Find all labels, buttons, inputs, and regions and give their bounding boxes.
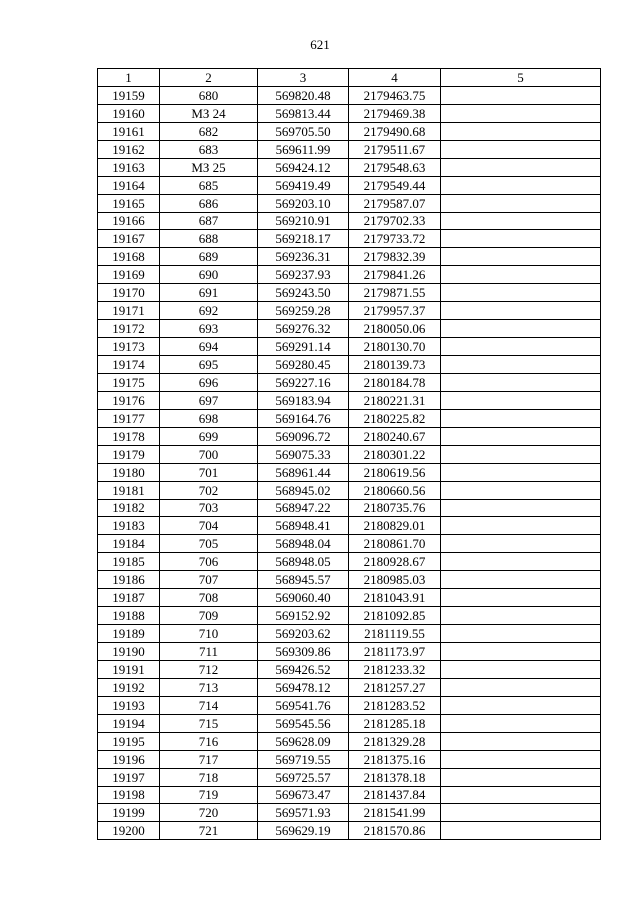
table-row — [98, 122, 601, 140]
table-row — [98, 284, 601, 302]
table-cell-col-5 — [441, 625, 601, 643]
table-cell-col-5 — [441, 427, 601, 445]
table-cell-col-4: 2180240.67 — [349, 427, 441, 445]
table-cell-col-1: 19178 — [98, 427, 160, 445]
table-cell-col-1: 19160 — [98, 104, 160, 122]
table-cell-col-5 — [441, 194, 601, 212]
table-cell-col-5 — [441, 104, 601, 122]
table-cell-col-2: МЗ 24 — [160, 104, 258, 122]
table-row — [98, 104, 601, 122]
table-cell-col-1: 19173 — [98, 338, 160, 356]
table-cell-col-3: 569478.12 — [258, 678, 349, 696]
table-cell-col-3: 569075.33 — [258, 445, 349, 463]
table-cell-col-3: 569820.48 — [258, 86, 349, 104]
table-cell-col-2: 710 — [160, 625, 258, 643]
table-cell-col-2: 721 — [160, 822, 258, 840]
table-cell-col-1: 19171 — [98, 302, 160, 320]
table-cell-col-3: 569419.49 — [258, 176, 349, 194]
table-cell-col-4: 2181092.85 — [349, 607, 441, 625]
table-cell-col-1: 19197 — [98, 768, 160, 786]
table-cell-col-5 — [441, 481, 601, 499]
table-cell-col-1: 19159 — [98, 86, 160, 104]
table-cell-col-1: 19170 — [98, 284, 160, 302]
table-row — [98, 194, 601, 212]
table-cell-col-3: 569309.86 — [258, 643, 349, 661]
table-cell-col-5 — [441, 409, 601, 427]
table-row — [98, 409, 601, 427]
table-cell-col-2: 692 — [160, 302, 258, 320]
table-cell-col-5 — [441, 678, 601, 696]
table-cell-col-2: 711 — [160, 643, 258, 661]
column-header-2: 2 — [160, 69, 258, 87]
table-cell-col-1: 19194 — [98, 714, 160, 732]
table-cell-col-3: 568947.22 — [258, 499, 349, 517]
table-cell-col-4: 2179733.72 — [349, 230, 441, 248]
table-row — [98, 373, 601, 391]
table-cell-col-2: 701 — [160, 463, 258, 481]
table-cell-col-1: 19185 — [98, 553, 160, 571]
table-cell-col-3: 568948.41 — [258, 517, 349, 535]
table-cell-col-2: 690 — [160, 266, 258, 284]
table-row — [98, 302, 601, 320]
table-row — [98, 768, 601, 786]
table-cell-col-4: 2181570.86 — [349, 822, 441, 840]
table-cell-col-5 — [441, 535, 601, 553]
table-cell-col-3: 569541.76 — [258, 696, 349, 714]
table-cell-col-4: 2180861.70 — [349, 535, 441, 553]
table-cell-col-1: 19166 — [98, 212, 160, 230]
table-cell-col-1: 19169 — [98, 266, 160, 284]
table-cell-col-2: 714 — [160, 696, 258, 714]
table-cell-col-5 — [441, 391, 601, 409]
table-cell-col-5 — [441, 302, 601, 320]
table-cell-col-3: 568945.02 — [258, 481, 349, 499]
table-row — [98, 625, 601, 643]
table-cell-col-3: 568945.57 — [258, 571, 349, 589]
column-header-4: 4 — [349, 69, 441, 87]
table-cell-col-4: 2180225.82 — [349, 409, 441, 427]
table-row — [98, 427, 601, 445]
table-cell-col-5 — [441, 768, 601, 786]
table-cell-col-4: 2181375.16 — [349, 750, 441, 768]
table-row — [98, 786, 601, 804]
table-row — [98, 158, 601, 176]
table-cell-col-2: 687 — [160, 212, 258, 230]
table-cell-col-3: 568948.05 — [258, 553, 349, 571]
table-cell-col-2: 689 — [160, 248, 258, 266]
table-cell-col-2: 704 — [160, 517, 258, 535]
table-cell-col-3: 569545.56 — [258, 714, 349, 732]
table-cell-col-5 — [441, 463, 601, 481]
table-cell-col-1: 19179 — [98, 445, 160, 463]
table-cell-col-3: 568961.44 — [258, 463, 349, 481]
table-cell-col-2: 706 — [160, 553, 258, 571]
column-header-3: 3 — [258, 69, 349, 87]
table-cell-col-1: 19165 — [98, 194, 160, 212]
table-cell-col-1: 19190 — [98, 643, 160, 661]
table-cell-col-4: 2180829.01 — [349, 517, 441, 535]
table-cell-col-3: 568948.04 — [258, 535, 349, 553]
table-cell-col-4: 2180301.22 — [349, 445, 441, 463]
table-row — [98, 750, 601, 768]
table-cell-col-4: 2180660.56 — [349, 481, 441, 499]
table-cell-col-3: 569673.47 — [258, 786, 349, 804]
table-cell-col-1: 19191 — [98, 660, 160, 678]
table-cell-col-3: 569210.91 — [258, 212, 349, 230]
table-cell-col-5 — [441, 607, 601, 625]
table-cell-col-5 — [441, 338, 601, 356]
table-row — [98, 463, 601, 481]
table-cell-col-4: 2180985.03 — [349, 571, 441, 589]
table-cell-col-3: 569164.76 — [258, 409, 349, 427]
table-cell-col-1: 19176 — [98, 391, 160, 409]
table-cell-col-2: 707 — [160, 571, 258, 589]
table-cell-col-1: 19196 — [98, 750, 160, 768]
table-cell-col-5 — [441, 373, 601, 391]
table-cell-col-1: 19163 — [98, 158, 160, 176]
table-cell-col-2: 682 — [160, 122, 258, 140]
table-cell-col-5 — [441, 445, 601, 463]
table-cell-col-4: 2180928.67 — [349, 553, 441, 571]
table-cell-col-1: 19188 — [98, 607, 160, 625]
table-cell-col-5 — [441, 122, 601, 140]
table-cell-col-3: 569611.99 — [258, 140, 349, 158]
table-cell-col-5 — [441, 571, 601, 589]
table-cell-col-4: 2180221.31 — [349, 391, 441, 409]
table-cell-col-1: 19199 — [98, 804, 160, 822]
table-cell-col-2: 712 — [160, 660, 258, 678]
table-cell-col-1: 19200 — [98, 822, 160, 840]
column-header-5: 5 — [441, 69, 601, 87]
table-cell-col-5 — [441, 517, 601, 535]
table-cell-col-2: 708 — [160, 589, 258, 607]
table-cell-col-2: 686 — [160, 194, 258, 212]
table-cell-col-2: 705 — [160, 535, 258, 553]
column-header-1: 1 — [98, 69, 160, 87]
table-cell-col-4: 2181043.91 — [349, 589, 441, 607]
table-row — [98, 248, 601, 266]
table-cell-col-4: 2180050.06 — [349, 320, 441, 338]
coordinates-table — [97, 68, 601, 840]
table-cell-col-4: 2179469.38 — [349, 104, 441, 122]
table-header-row — [98, 69, 601, 87]
table-cell-col-2: 715 — [160, 714, 258, 732]
table-row — [98, 660, 601, 678]
table-cell-col-4: 2180130.70 — [349, 338, 441, 356]
table-cell-col-3: 569705.50 — [258, 122, 349, 140]
table-cell-col-5 — [441, 248, 601, 266]
table-cell-col-4: 2181257.27 — [349, 678, 441, 696]
table-row — [98, 338, 601, 356]
table-cell-col-2: 717 — [160, 750, 258, 768]
table-cell-col-4: 2179871.55 — [349, 284, 441, 302]
table-cell-col-1: 19182 — [98, 499, 160, 517]
table-cell-col-1: 19161 — [98, 122, 160, 140]
table-cell-col-1: 19198 — [98, 786, 160, 804]
table-row — [98, 176, 601, 194]
table-row — [98, 571, 601, 589]
table-cell-col-5 — [441, 230, 601, 248]
table-cell-col-5 — [441, 212, 601, 230]
table-cell-col-2: 691 — [160, 284, 258, 302]
table-cell-col-1: 19168 — [98, 248, 160, 266]
table-cell-col-5 — [441, 158, 601, 176]
table-cell-col-2: 702 — [160, 481, 258, 499]
table-cell-col-1: 19192 — [98, 678, 160, 696]
table-cell-col-4: 2181541.99 — [349, 804, 441, 822]
table-cell-col-4: 2180735.76 — [349, 499, 441, 517]
table-cell-col-2: МЗ 25 — [160, 158, 258, 176]
table-row — [98, 607, 601, 625]
table-row — [98, 86, 601, 104]
table-row — [98, 481, 601, 499]
table-cell-col-5 — [441, 499, 601, 517]
table-cell-col-3: 569243.50 — [258, 284, 349, 302]
table-cell-col-5 — [441, 714, 601, 732]
table-cell-col-5 — [441, 553, 601, 571]
table-cell-col-2: 688 — [160, 230, 258, 248]
table-cell-col-2: 716 — [160, 732, 258, 750]
table-body — [98, 86, 601, 839]
table-cell-col-5 — [441, 320, 601, 338]
table-cell-col-3: 569218.17 — [258, 230, 349, 248]
table-cell-col-2: 703 — [160, 499, 258, 517]
table-cell-col-5 — [441, 750, 601, 768]
table-cell-col-1: 19186 — [98, 571, 160, 589]
table-cell-col-1: 19184 — [98, 535, 160, 553]
table-cell-col-4: 2179702.33 — [349, 212, 441, 230]
table-row — [98, 553, 601, 571]
table-cell-col-1: 19174 — [98, 356, 160, 374]
table-cell-col-3: 569571.93 — [258, 804, 349, 822]
table-cell-col-4: 2179957.37 — [349, 302, 441, 320]
page-number: 621 — [310, 37, 330, 52]
table-cell-col-3: 569236.31 — [258, 248, 349, 266]
table-cell-col-5 — [441, 660, 601, 678]
table-cell-col-3: 569719.55 — [258, 750, 349, 768]
table-row — [98, 320, 601, 338]
table-cell-col-3: 569152.92 — [258, 607, 349, 625]
table-cell-col-5 — [441, 176, 601, 194]
table-cell-col-4: 2179587.07 — [349, 194, 441, 212]
table-cell-col-4: 2181285.18 — [349, 714, 441, 732]
table-cell-col-1: 19189 — [98, 625, 160, 643]
table-cell-col-2: 720 — [160, 804, 258, 822]
table-cell-col-5 — [441, 786, 601, 804]
table-cell-col-3: 569203.10 — [258, 194, 349, 212]
table-cell-col-3: 569628.09 — [258, 732, 349, 750]
table-row — [98, 356, 601, 374]
table-cell-col-3: 569280.45 — [258, 356, 349, 374]
table-cell-col-1: 19167 — [98, 230, 160, 248]
table-cell-col-4: 2180184.78 — [349, 373, 441, 391]
table-cell-col-1: 19172 — [98, 320, 160, 338]
table-cell-col-2: 719 — [160, 786, 258, 804]
table-cell-col-4: 2179490.68 — [349, 122, 441, 140]
table-cell-col-3: 569227.16 — [258, 373, 349, 391]
table-row — [98, 230, 601, 248]
table-cell-col-4: 2179549.44 — [349, 176, 441, 194]
table-cell-col-4: 2181283.52 — [349, 696, 441, 714]
table-cell-col-4: 2179841.26 — [349, 266, 441, 284]
table-cell-col-2: 713 — [160, 678, 258, 696]
table-cell-col-2: 718 — [160, 768, 258, 786]
table-cell-col-2: 699 — [160, 427, 258, 445]
table-cell-col-2: 696 — [160, 373, 258, 391]
table-cell-col-5 — [441, 696, 601, 714]
table-cell-col-2: 693 — [160, 320, 258, 338]
table-cell-col-2: 700 — [160, 445, 258, 463]
table-row — [98, 589, 601, 607]
table-cell-col-2: 698 — [160, 409, 258, 427]
table-cell-col-1: 19181 — [98, 481, 160, 499]
table-cell-col-2: 694 — [160, 338, 258, 356]
table-row — [98, 499, 601, 517]
table-row — [98, 678, 601, 696]
table-row — [98, 517, 601, 535]
table-row — [98, 696, 601, 714]
table-cell-col-5 — [441, 266, 601, 284]
table-row — [98, 732, 601, 750]
table-cell-col-4: 2179832.39 — [349, 248, 441, 266]
table-cell-col-2: 680 — [160, 86, 258, 104]
table-cell-col-3: 569424.12 — [258, 158, 349, 176]
table-cell-col-4: 2181437.84 — [349, 786, 441, 804]
table-cell-col-4: 2181233.32 — [349, 660, 441, 678]
table-cell-col-3: 569291.14 — [258, 338, 349, 356]
table-cell-col-4: 2180139.73 — [349, 356, 441, 374]
table-cell-col-5 — [441, 284, 601, 302]
table-cell-col-2: 683 — [160, 140, 258, 158]
table-cell-col-3: 569276.32 — [258, 320, 349, 338]
table-cell-col-4: 2181378.18 — [349, 768, 441, 786]
table-cell-col-5 — [441, 589, 601, 607]
table-cell-col-2: 685 — [160, 176, 258, 194]
table-cell-col-3: 569813.44 — [258, 104, 349, 122]
table-row — [98, 643, 601, 661]
table-cell-col-1: 19193 — [98, 696, 160, 714]
table-cell-col-3: 569426.52 — [258, 660, 349, 678]
table-row — [98, 822, 601, 840]
table-cell-col-5 — [441, 356, 601, 374]
table-cell-col-3: 569629.19 — [258, 822, 349, 840]
table-cell-col-4: 2179548.63 — [349, 158, 441, 176]
table-cell-col-4: 2179511.67 — [349, 140, 441, 158]
table-cell-col-1: 19175 — [98, 373, 160, 391]
table-cell-col-3: 569237.93 — [258, 266, 349, 284]
table-cell-col-1: 19187 — [98, 589, 160, 607]
table-cell-col-3: 569060.40 — [258, 589, 349, 607]
table-cell-col-1: 19183 — [98, 517, 160, 535]
table-cell-col-5 — [441, 643, 601, 661]
table-cell-col-4: 2180619.56 — [349, 463, 441, 481]
table-cell-col-3: 569183.94 — [258, 391, 349, 409]
table-row — [98, 391, 601, 409]
table-cell-col-1: 19162 — [98, 140, 160, 158]
table-cell-col-1: 19164 — [98, 176, 160, 194]
table-cell-col-1: 19195 — [98, 732, 160, 750]
table-row — [98, 714, 601, 732]
table-cell-col-5 — [441, 732, 601, 750]
table-cell-col-3: 569725.57 — [258, 768, 349, 786]
table-cell-col-5 — [441, 822, 601, 840]
table-cell-col-4: 2181329.28 — [349, 732, 441, 750]
table-row — [98, 212, 601, 230]
table-cell-col-4: 2181173.97 — [349, 643, 441, 661]
table-cell-col-5 — [441, 804, 601, 822]
table-cell-col-4: 2179463.75 — [349, 86, 441, 104]
table-row — [98, 535, 601, 553]
table-cell-col-1: 19180 — [98, 463, 160, 481]
table-cell-col-3: 569096.72 — [258, 427, 349, 445]
table-cell-col-3: 569203.62 — [258, 625, 349, 643]
table-cell-col-1: 19177 — [98, 409, 160, 427]
table-cell-col-2: 697 — [160, 391, 258, 409]
table-row — [98, 140, 601, 158]
table-cell-col-2: 695 — [160, 356, 258, 374]
table-row — [98, 445, 601, 463]
table-cell-col-5 — [441, 140, 601, 158]
table-cell-col-5 — [441, 86, 601, 104]
table-cell-col-3: 569259.28 — [258, 302, 349, 320]
table-cell-col-4: 2181119.55 — [349, 625, 441, 643]
table-row — [98, 804, 601, 822]
table-row — [98, 266, 601, 284]
table-cell-col-2: 709 — [160, 607, 258, 625]
